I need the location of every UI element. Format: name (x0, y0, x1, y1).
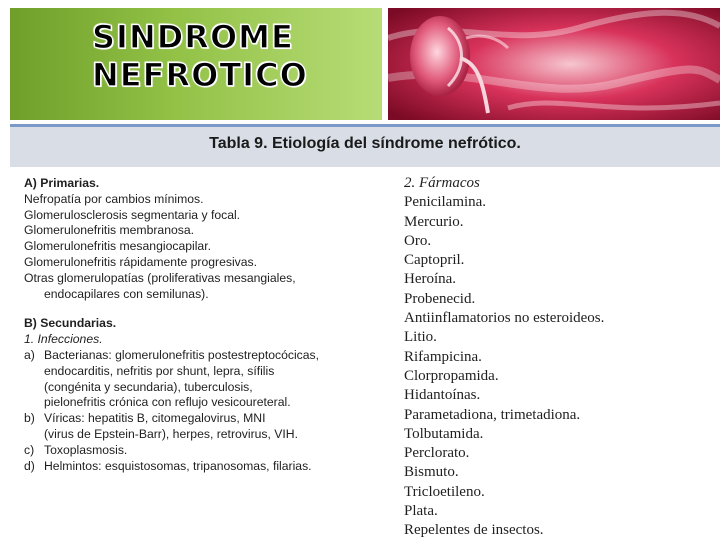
list-line: (virus de Epstein-Barr), herpes, retrovirus, VIH. (44, 426, 298, 441)
list-line: Helmintos: esquistosomas, tripanosomas, filarias. (44, 458, 312, 473)
list-item: Glomerulonefritis membranosa. (24, 223, 195, 238)
title-line-2: NEFROTICO (92, 56, 308, 94)
list-item (24, 459, 389, 475)
list-item: Antiinflamatorios no esteroideos. (404, 310, 605, 327)
list-line: Víricas: hepatitis B, citomegalovirus, MNI (44, 411, 266, 426)
list-item: Hidantoínas. (404, 387, 481, 404)
list-line: endocarditis, nefritis por shunt, lepra, sífilis (44, 363, 275, 378)
list-item: Plata. (404, 503, 438, 520)
table-header (10, 124, 720, 167)
list-line: Toxoplasmosis. (44, 442, 128, 457)
kidney-illustration (388, 8, 720, 120)
list-item: Glomerulonefritis rápidamente progresivas. (24, 254, 258, 269)
list-item: Rifampicina. (404, 348, 482, 365)
subsection-farmacos-heading: 2. Fármacos (404, 175, 480, 191)
list-item (24, 348, 389, 411)
list-item: Tolbutamida. (404, 425, 484, 442)
list-item: Repelentes de insectos. (404, 522, 544, 539)
list-item: Clorpropamida. (404, 367, 499, 384)
page-margin (0, 0, 10, 546)
list-item: Captopril. (404, 252, 465, 269)
list-marker: b) (24, 411, 35, 426)
page-title (92, 18, 308, 94)
list-item: Nefropatía por cambios mínimos. (24, 191, 204, 206)
section-secundarias-heading: B) Secundarias. (24, 316, 117, 331)
list-line: (congénita y secundaria), tuberculosis, (44, 379, 253, 394)
list-item: Penicilamina. (404, 194, 487, 211)
list-marker: d) (24, 458, 35, 473)
list-item: Perclorato. (404, 445, 470, 462)
list-line: Bacterianas: glomerulonefritis postestreptocócicas, (44, 347, 320, 362)
list-item: Otras glomerulopatías (proliferativas mesangiales, (24, 270, 296, 285)
subsection-infecciones-heading: 1. Infecciones. (24, 332, 103, 347)
section-primarias-heading: A) Primarias. (24, 176, 100, 190)
list-item: Tricloetileno. (404, 483, 485, 500)
list-item (24, 411, 389, 443)
left-column (24, 176, 389, 474)
list-marker: a) (24, 347, 35, 362)
list-item: Bismuto. (404, 464, 459, 481)
right-column (404, 174, 714, 541)
list-item: Parametadiona, trimetadiona. (404, 406, 581, 423)
list-item: Glomerulosclerosis segmentaria y focal. (24, 207, 241, 222)
kidney-image (388, 8, 720, 120)
list-item-continuation: endocapilares con semilunas). (44, 286, 209, 301)
list-item: Mercurio. (404, 213, 464, 230)
list-item: Litio. (404, 329, 437, 346)
list-item: Probenecid. (404, 290, 476, 307)
list-item (24, 443, 389, 459)
table-title: Tabla 9. Etiología del síndrome nefrótico. (209, 135, 521, 152)
list-item: Glomerulonefritis mesangiocapilar. (24, 239, 211, 254)
list-item: Oro. (404, 232, 432, 249)
list-marker: c) (24, 442, 35, 457)
list-line: pielonefritis crónica con reflujo vesicoureteral. (44, 395, 291, 410)
list-item: Heroína. (404, 271, 457, 288)
title-line-1: SINDROME (92, 18, 294, 56)
